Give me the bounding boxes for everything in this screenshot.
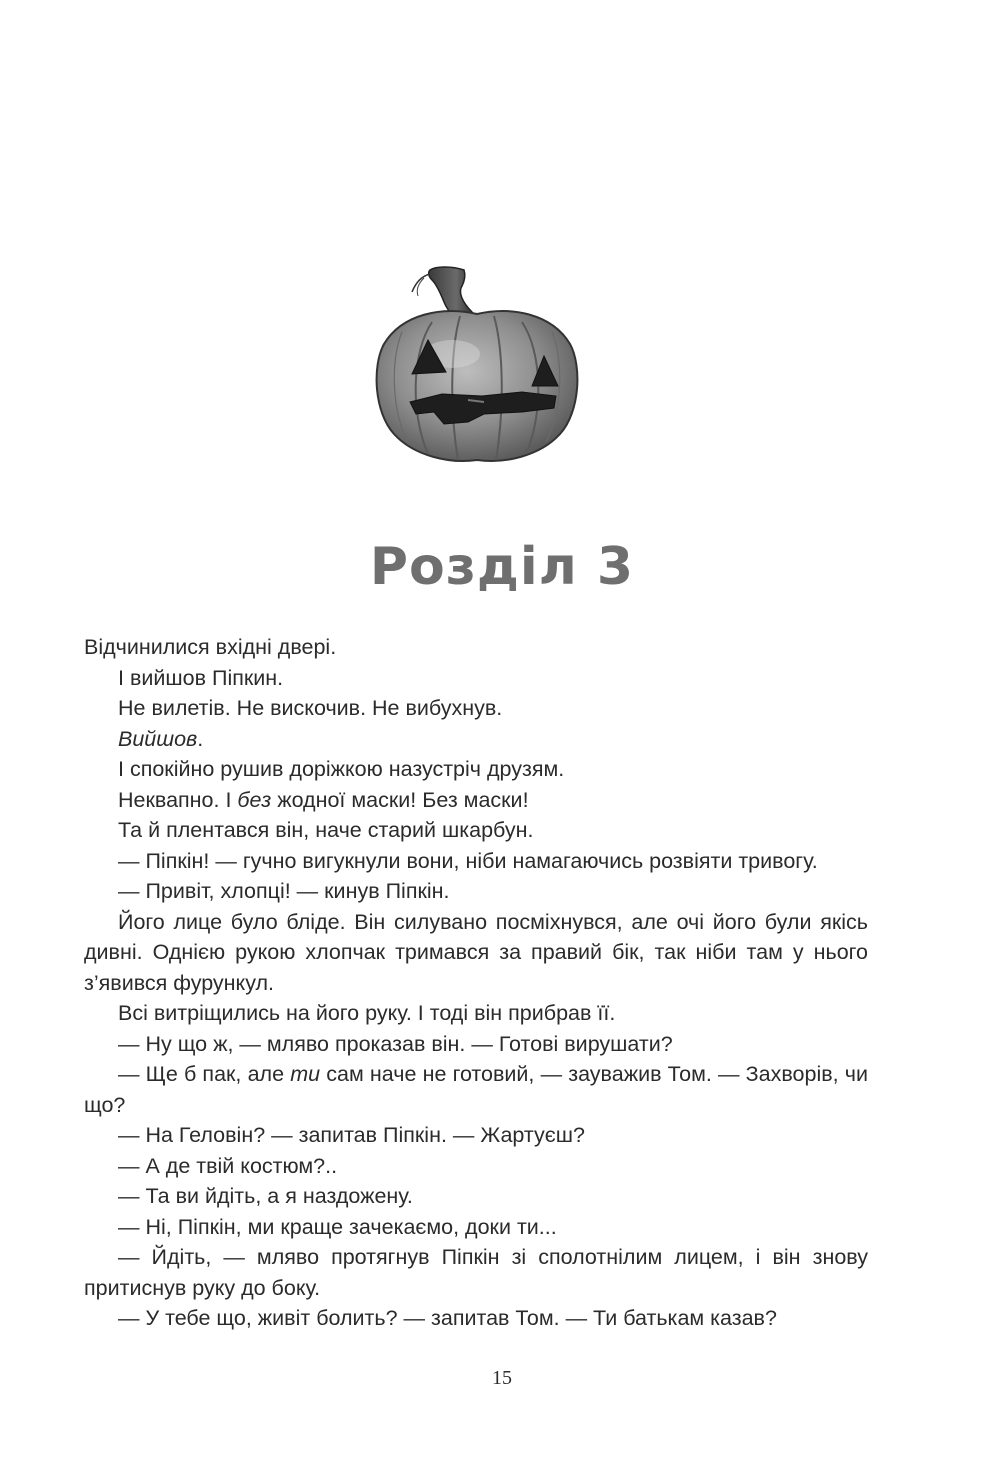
paragraph xyxy=(84,724,868,755)
paragraph: — На Геловін? — запитав Піпкін. — Жартуєш? xyxy=(118,1123,585,1147)
paragraph xyxy=(84,785,868,816)
paragraph: — У тебе що, живіт болить? — запитав Том. — Ти батькам казав? xyxy=(118,1306,777,1330)
paragraph: Не вилетів. Не вискочив. Не вибухнув. xyxy=(118,696,503,720)
text-run: . xyxy=(197,726,204,751)
text-run: — Ще б пак, але xyxy=(118,1062,291,1086)
emphasis: без xyxy=(237,787,272,812)
jack-o-lantern-icon xyxy=(372,262,582,472)
page-number: 15 xyxy=(492,1367,512,1389)
jack-o-lantern-illustration xyxy=(372,262,582,472)
paragraph: — Ну що ж, — мляво проказав він. — Готові вирушати? xyxy=(118,1031,673,1056)
paragraph: Та й плентався він, наче старий шкарбун. xyxy=(118,818,534,842)
text-run: сам наче не готовий, — зауважив Том. — Захворів, чи що? xyxy=(84,1062,869,1117)
paragraph: — Та ви йдіть, а я наздожену. xyxy=(118,1184,413,1208)
chapter-title: Розділ 3 xyxy=(369,537,635,597)
paragraph: — Піпкін! — гучно вигукнули вони, ніби намагаючись розвіяти тривогу. xyxy=(118,848,818,873)
emphasis: ти xyxy=(290,1062,321,1086)
paragraph: — Йдіть, — мляво протягнув Піпкін зі сполотнілим лицем, і він знову притиснув руку до боку. xyxy=(84,1245,868,1300)
paragraph: І спокійно рушив доріжкою назустріч друзям. xyxy=(118,757,565,781)
paragraph: Відчинилися вхідні двері. xyxy=(84,635,337,659)
paragraph: І вийшов Піпкин. xyxy=(118,665,284,690)
paragraph: Всі витріщились на його руку. І тоді він прибрав її. xyxy=(118,1001,616,1025)
paragraph: — Привіт, хлопці! — кинув Піпкін. xyxy=(118,879,450,903)
chapter-body xyxy=(84,632,868,1334)
text-run: Неквапно. І xyxy=(118,787,238,812)
paragraph: — Ні, Піпкін, ми краще зачекаємо, доки ти... xyxy=(118,1214,557,1239)
paragraph: Його лице було бліде. Він силувано посміхнувся, але очі його були якісь дивні. Однією рукою хлопчак тримався за правий бік, так ніби там у нього з’явився фурункул. xyxy=(84,909,868,995)
paragraph: — А де твій костюм?.. xyxy=(118,1153,338,1178)
text-run: жодної маски! Без маски! xyxy=(271,787,529,812)
emphasis: Вийшов xyxy=(118,726,198,751)
paragraph xyxy=(84,1059,868,1120)
